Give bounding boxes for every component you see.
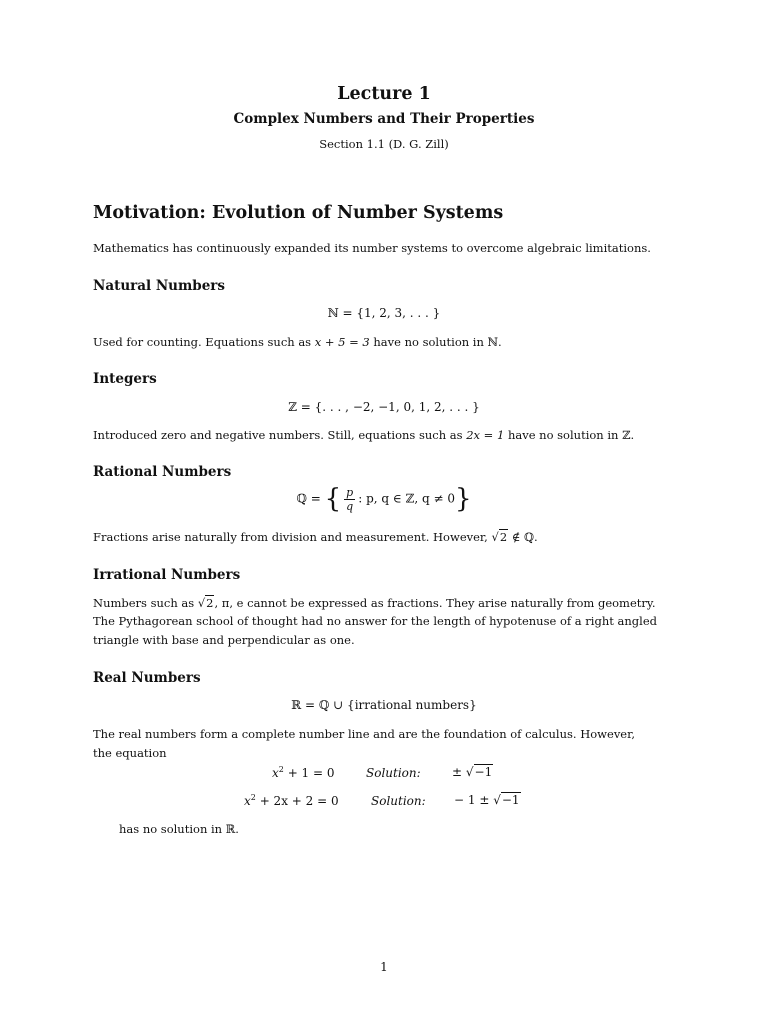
irrational-line1-b: , π, e cannot be expressed as fractions. They arise naturally from geometry. <box>214 596 656 610</box>
eq1-exponent: 2 <box>278 765 284 774</box>
natural-text-a: Used for counting. Equations such as <box>93 335 315 349</box>
eq2-variable: x <box>244 794 251 808</box>
motivation-heading: Motivation: Evolution of Number Systems <box>93 203 504 223</box>
eq1-variable: x <box>272 766 279 780</box>
sqrt-argument: 2 <box>499 530 508 544</box>
equation-1-lhs <box>272 765 335 780</box>
irrational-line-3: triangle with base and perpendicular as one. <box>93 633 355 647</box>
sqrt-symbol: √ <box>465 765 474 779</box>
equation-2-solution-label: Solution: <box>371 794 426 808</box>
eq2-sqrt-argument: −1 <box>501 793 520 807</box>
page-number: 1 <box>380 960 388 974</box>
irrational-line-2: The Pythagorean school of thought had no answer for the length of hypotenuse of a right angled <box>93 614 657 628</box>
equation-2-solution <box>454 793 521 807</box>
natural-text-equation: x + 5 = 3 <box>314 335 370 349</box>
irrational-line-1 <box>93 596 656 610</box>
eq1-rest: + 1 = 0 <box>283 766 335 780</box>
fraction-denominator: q <box>346 499 354 513</box>
rational-numbers-formula <box>0 486 768 512</box>
integers-text-a: Introduced zero and negative numbers. Still, equations such as <box>93 428 467 442</box>
rational-numbers-heading: Rational Numbers <box>93 464 232 480</box>
natural-numbers-heading: Natural Numbers <box>93 278 226 294</box>
sqrt-argument: 2 <box>206 596 214 610</box>
integers-text <box>93 428 634 442</box>
real-line-2: the equation <box>93 746 167 760</box>
eq1-sqrt-argument: −1 <box>474 765 493 779</box>
eq2-rest: + 2x + 2 = 0 <box>255 794 339 808</box>
equation-2-lhs <box>244 793 339 808</box>
eq2-minus-one-plus-minus: − 1 ± <box>454 793 490 807</box>
sqrt-symbol: √ <box>491 530 499 544</box>
irrational-line1-a: Numbers such as <box>93 596 198 610</box>
sqrt-symbol: √ <box>493 793 501 807</box>
real-line-1: The real numbers form a complete number line and are the foundation of calculus. However, <box>93 727 636 741</box>
real-numbers-heading: Real Numbers <box>93 670 201 686</box>
eq1-plus-minus: ± <box>452 765 463 779</box>
sqrt-symbol: √ <box>197 596 206 610</box>
integers-text-b: have no solution in ℤ. <box>504 428 635 442</box>
rational-numbers-text <box>93 530 538 544</box>
rational-text-a: Fractions arise naturally from division and measurement. However, <box>93 530 492 544</box>
lecture-subtitle: Complex Numbers and Their Properties <box>233 111 535 127</box>
integers-heading: Integers <box>93 371 157 387</box>
rational-formula-rest: : p, q ∈ ℤ, q ≠ 0 <box>358 491 455 506</box>
lecture-title: Lecture 1 <box>337 84 431 104</box>
section-reference: Section 1.1 (D. G. Zill) <box>319 137 449 151</box>
rational-text-b: ∉ ℚ. <box>508 530 538 544</box>
natural-text-b: have no solution in ℕ. <box>369 335 502 349</box>
equation-1-solution-label: Solution: <box>366 766 421 780</box>
natural-numbers-text <box>93 335 502 349</box>
integers-formula: ℤ = {. . . , −2, −1, 0, 1, 2, . . . } <box>288 400 480 414</box>
right-brace: } <box>454 484 472 514</box>
real-closing-text: has no solution in ℝ. <box>119 822 239 836</box>
fraction-numerator: p <box>346 485 354 499</box>
equation-1-solution <box>452 765 493 779</box>
left-brace: { <box>324 484 342 514</box>
real-numbers-formula: ℝ = ℚ ∪ {irrational numbers} <box>291 698 477 712</box>
integers-text-equation: 2x = 1 <box>466 428 505 442</box>
p-over-q-fraction <box>344 487 355 512</box>
natural-numbers-formula: ℕ = {1, 2, 3, . . . } <box>327 306 441 320</box>
eq2-exponent: 2 <box>250 793 256 802</box>
rational-formula-lhs: ℚ = <box>296 491 321 506</box>
motivation-intro: Mathematics has continuously expanded its number systems to overcome algebraic limitations. <box>93 241 651 255</box>
irrational-numbers-heading: Irrational Numbers <box>93 567 241 583</box>
